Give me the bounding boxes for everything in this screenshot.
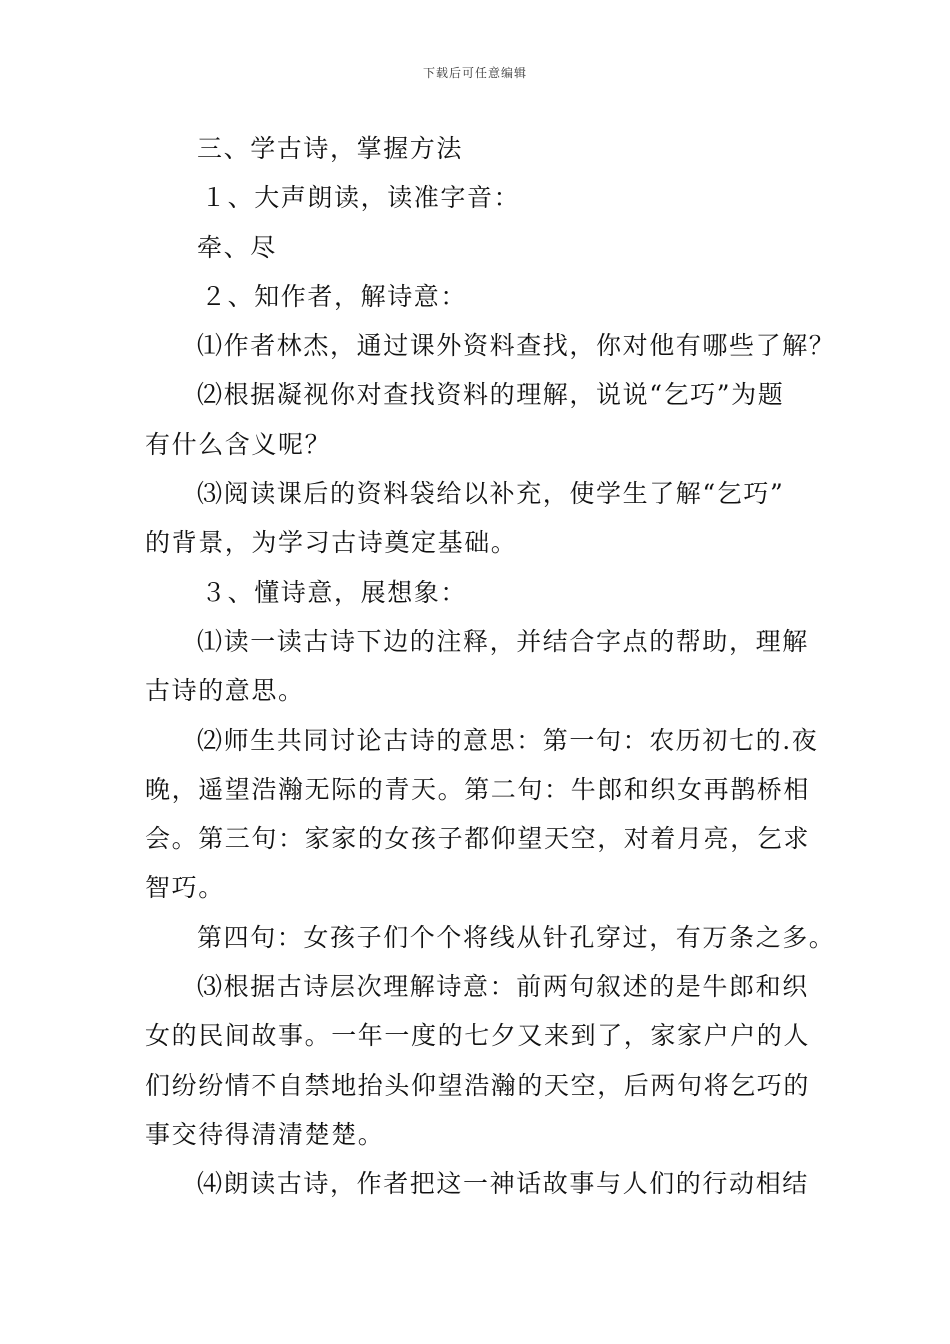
paragraph-line: 古诗的意思。	[145, 676, 305, 706]
step-heading: ３、懂诗意，展想象：	[201, 577, 468, 607]
paragraph-line: ⑴作者林杰，通过课外资料查找，你对他有哪些了解？	[197, 331, 836, 361]
section-heading: 三、学古诗，掌握方法	[197, 134, 464, 163]
page-header: 下载后可任意编辑	[422, 66, 527, 80]
step-heading: １、大声朗读，读准字音：	[201, 183, 521, 213]
paragraph-line: 牵、尽	[197, 232, 277, 262]
paragraph-line: 女的民间故事。一年一度的七夕又来到了，家家户户的人	[145, 1021, 811, 1051]
paragraph-line: ⑴读一读古诗下边的注释，并结合字点的帮助，理解	[197, 626, 809, 656]
document-body	[145, 124, 836, 1209]
paragraph-line: 的背景，为学习古诗奠定基础。	[145, 528, 518, 558]
paragraph-line: 会。第三句：家家的女孩子都仰望天空，对着月亮，乞求	[145, 824, 811, 854]
paragraph-line: ⑶根据古诗层次理解诗意：前两句叙述的是牛郎和织	[197, 972, 809, 1002]
paragraph-line: ⑵师生共同讨论古诗的意思：第一句：农历初七的.夜	[197, 725, 819, 755]
paragraph-line: 第四句：女孩子们个个将线从针孔穿过，有万条之多。	[197, 922, 836, 952]
step-heading: ２、知作者，解诗意：	[201, 281, 468, 311]
paragraph-line: 智巧。	[145, 873, 225, 903]
paragraph-line: 们纷纷情不自禁地抬头仰望浩瀚的天空，后两句将乞巧的	[145, 1070, 811, 1100]
paragraph-line: ⑶阅读课后的资料袋给以补充，使学生了解“乞巧”	[197, 479, 785, 509]
paragraph-line: ⑵根据凝视你对查找资料的理解，说说“乞巧”为题	[197, 380, 785, 410]
paragraph-line: 事交待得清清楚楚。	[145, 1119, 385, 1149]
paragraph-line: 晚，遥望浩瀚无际的青天。第二句：牛郎和织女再鹊桥相	[145, 774, 811, 804]
paragraph-line: 有什么含义呢？	[145, 429, 332, 459]
paragraph-line: ⑷朗读古诗，作者把这一神话故事与人们的行动相结	[197, 1169, 809, 1199]
